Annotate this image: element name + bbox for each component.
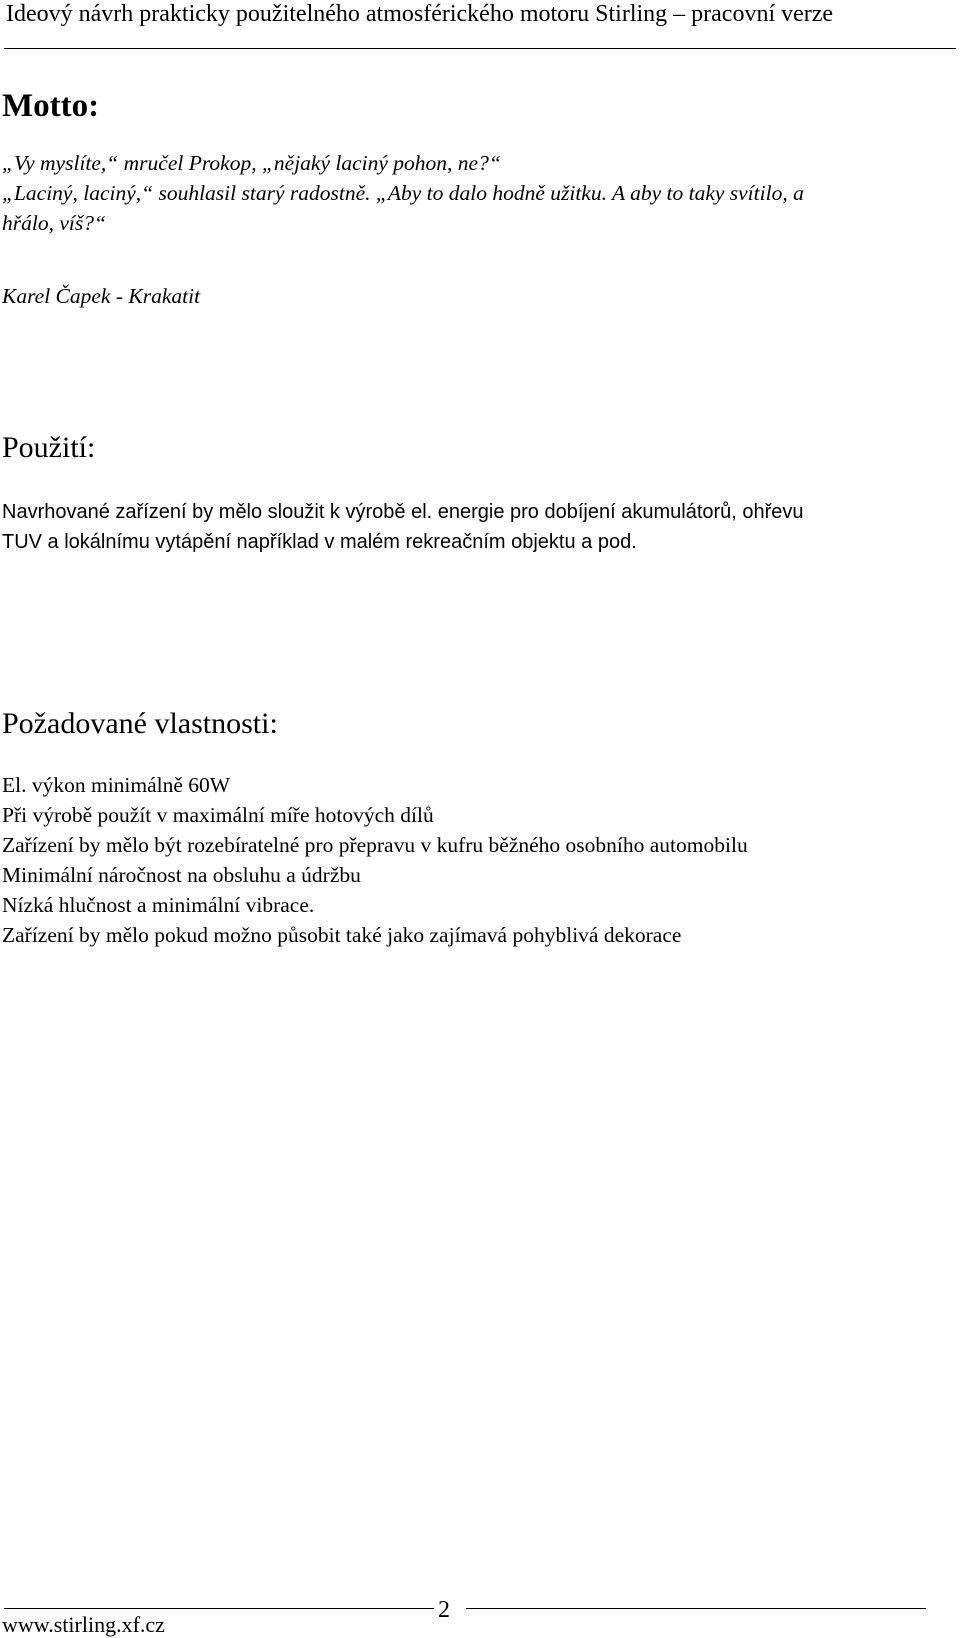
motto-quote-line: „Laciný, laciný,“ souhlasil starý radostně. „Aby to dalo hodně užitku. A aby to taky svítilo, a [2,181,804,205]
usage-text-line: TUV a lokálnímu vytápění například v malém rekreačním objektu a pod. [2,531,637,553]
motto-quote-line: hřálo, víš?“ [2,211,106,235]
page-header-title: Ideový návrh prakticky použitelného atmosférického motoru Stirling – pracovní verze [6,1,834,27]
properties-list-item: Minimální náročnost na obsluhu a údržbu [2,863,361,887]
motto-author: Karel Čapek - Krakatit [2,284,201,308]
motto-heading: Motto: [2,88,100,124]
header-divider [4,48,956,49]
footer-url: www.stirling.xf.cz [2,1612,165,1637]
usage-heading: Použití: [2,431,96,464]
properties-list-item: Nízká hlučnost a minimální vibrace. [2,893,315,917]
footer-divider-right [466,1608,926,1609]
usage-text-line: Navrhované zařízení by mělo sloužit k výrobě el. energie pro dobíjení akumulátorů, ohřevu [2,501,804,523]
properties-list-item: Při výrobě použít v maximální míře hotových dílů [2,803,434,827]
page-number: 2 [438,1597,450,1623]
properties-list-item: Zařízení by mělo být rozebíratelné pro přepravu v kufru běžného osobního automobilu [2,833,748,857]
properties-list-item: El. výkon minimálně 60W [2,773,231,797]
properties-heading: Požadované vlastnosti: [2,707,278,740]
properties-list-item: Zařízení by mělo pokud možno působit také jako zajímavá pohyblivá dekorace [2,923,682,947]
motto-quote-line: „Vy myslíte,“ mručel Prokop, „nějaký laciný pohon, ne?“ [2,151,501,175]
footer-divider-left [4,1608,434,1609]
